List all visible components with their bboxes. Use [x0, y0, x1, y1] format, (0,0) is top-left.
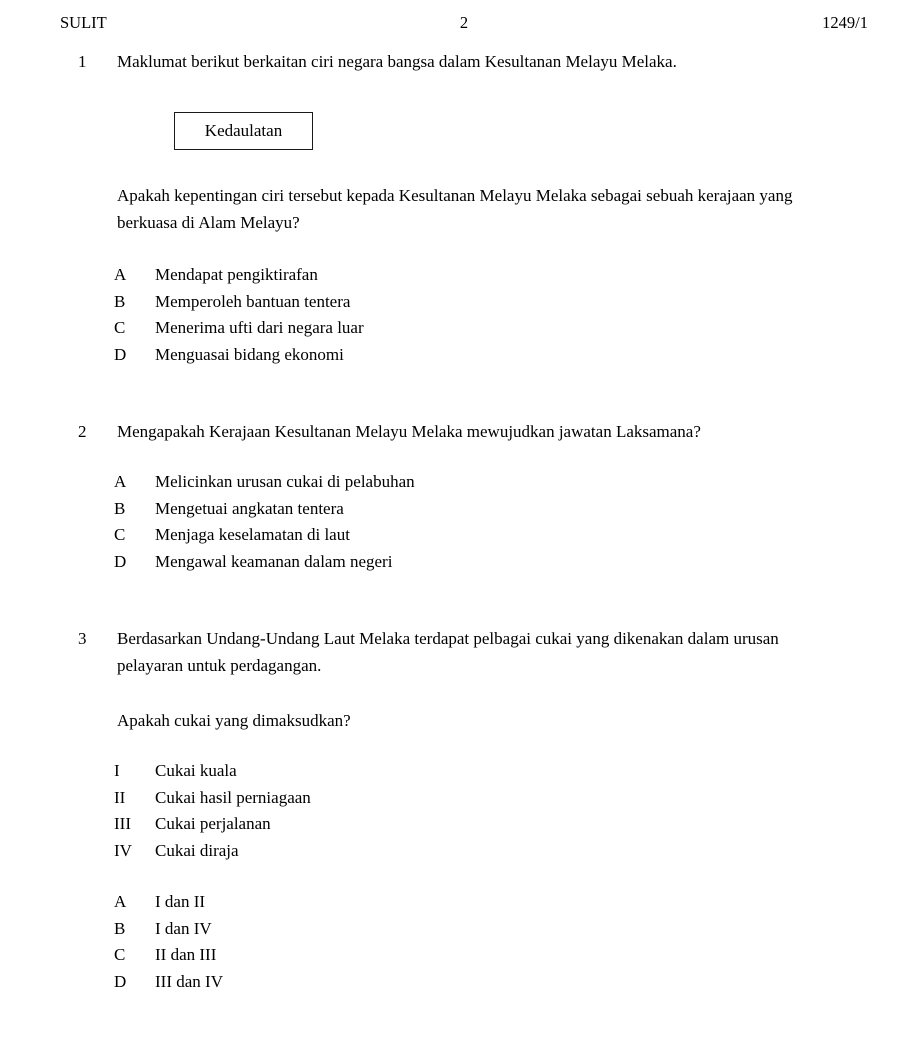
question-3-body: Apakah cukai yang dimaksudkan? — [117, 711, 351, 730]
statement-text: Cukai diraja — [155, 840, 239, 860]
option-text: Mendapat pengiktirafan — [155, 265, 318, 284]
option-key: C — [114, 318, 126, 337]
page-number: 2 — [459, 13, 469, 32]
option-item[interactable] — [0, 942, 908, 969]
option-key: C — [114, 525, 126, 544]
option-item[interactable] — [0, 262, 908, 289]
statement-key: I — [114, 761, 120, 780]
option-text: Memperoleh bantuan tentera — [155, 291, 351, 311]
statement-key: IV — [114, 840, 132, 860]
statement-text: Cukai kuala — [155, 761, 237, 780]
question-1-body: Apakah kepentingan ciri tersebut kepada Kesultanan Melayu Melaka sebagai sebuah kerajaan yang berkuasa di Alam Melayu? — [117, 186, 793, 232]
option-key: A — [114, 892, 127, 911]
option-item[interactable] — [0, 342, 908, 369]
question-1-stem: Maklumat berikut berkaitan ciri negara bangsa dalam Kesultanan Melayu Melaka. — [117, 52, 677, 71]
option-text: Melicinkan urusan cukai di pelabuhan — [155, 472, 415, 491]
option-item[interactable] — [0, 889, 908, 916]
question-3-number: 3 — [78, 629, 87, 648]
statement-text: Cukai perjalanan — [155, 814, 271, 833]
statement-item — [0, 811, 908, 838]
option-key: D — [114, 344, 127, 364]
option-item[interactable] — [0, 496, 908, 523]
question-1-stimulus-label: Kedaulatan — [204, 121, 283, 140]
question-2-stem: Mengapakah Kerajaan Kesultanan Melayu Melaka mewujudkan jawatan Laksamana? — [117, 422, 701, 441]
option-key: B — [114, 498, 126, 518]
question-2-options — [0, 469, 908, 575]
question-2-number: 2 — [78, 422, 87, 441]
option-item[interactable] — [0, 522, 908, 549]
option-text: Menerima ufti dari negara luar — [155, 318, 364, 337]
question-3-stem-row — [0, 625, 908, 675]
question-3-options — [0, 889, 908, 995]
question-1-options — [0, 262, 908, 368]
option-item[interactable] — [0, 315, 908, 342]
statement-item — [0, 785, 908, 812]
page-header — [60, 12, 868, 34]
option-item[interactable] — [0, 469, 908, 496]
header-confidentiality-label: SULIT — [60, 13, 107, 32]
question-3-statements — [0, 758, 908, 864]
question-2-stem-row — [0, 418, 908, 445]
option-item[interactable] — [0, 289, 908, 316]
option-text: II dan III — [155, 945, 217, 964]
question-1-number: 1 — [78, 52, 87, 71]
option-key: D — [114, 971, 127, 991]
option-key: A — [114, 472, 127, 491]
option-text: I dan II — [155, 892, 206, 911]
option-key: B — [114, 918, 126, 938]
option-key: C — [114, 945, 126, 964]
option-key: A — [114, 265, 127, 284]
question-2 — [0, 418, 908, 445]
option-key: D — [114, 551, 127, 571]
question-3 — [0, 625, 908, 675]
question-1-stem-row — [0, 48, 908, 75]
option-text: Menguasai bidang ekonomi — [155, 344, 344, 364]
option-text: Menjaga keselamatan di laut — [155, 525, 350, 544]
option-text: I dan IV — [155, 918, 212, 938]
statement-text: Cukai hasil perniagaan — [155, 787, 311, 807]
option-item[interactable] — [0, 549, 908, 576]
option-text: Mengawal keamanan dalam negeri — [155, 551, 393, 571]
question-1-stimulus-box — [174, 112, 313, 150]
option-item[interactable] — [0, 916, 908, 943]
statement-item — [0, 838, 908, 865]
question-3-stem: Berdasarkan Undang-Undang Laut Melaka terdapat pelbagai cukai yang dikenakan dalam urusan pelayaran untuk perdagangan. — [117, 629, 779, 675]
statement-item — [0, 758, 908, 785]
statement-key: II — [114, 787, 126, 807]
question-1 — [0, 48, 908, 75]
option-key: B — [114, 291, 126, 311]
statement-key: III — [114, 814, 131, 833]
paper-code: 1249/1 — [822, 13, 868, 32]
option-text: III dan IV — [155, 971, 223, 991]
option-item[interactable] — [0, 969, 908, 996]
option-text: Mengetuai angkatan tentera — [155, 498, 344, 518]
